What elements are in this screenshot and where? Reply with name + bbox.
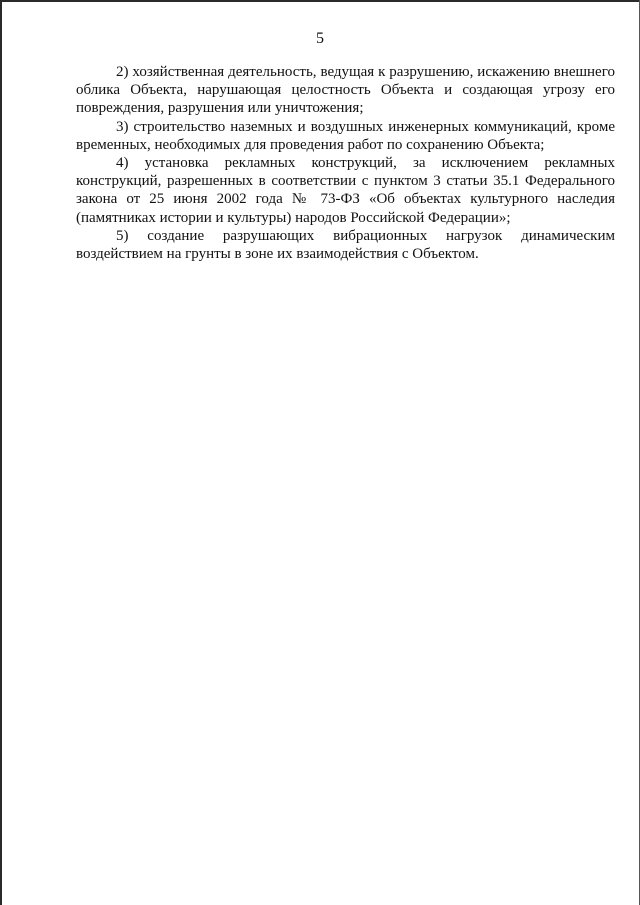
paragraph-item-2: 2) хозяйственная деятельность, ведущая к разрушению, искажению внешнего облика Объекта, нарушающая целостность Объекта и создающая угрозу его повреждения, разрушения или уничтожения;: [76, 64, 615, 117]
page-number: 5: [316, 30, 324, 47]
paragraph-item-4: 4) установка рекламных конструкций, за исключением рекламных конструкций, разрешенных в соответствии с пунктом 3 статьи 35.1 Федерального закона от 25 июня 2002 года № 73-ФЗ «Об объектах культурного наследия (памятниках истории и культуры) народов Российской Федерации»;: [76, 155, 615, 226]
document-body: [76, 63, 615, 263]
paragraph-item-3: 3) строительство наземных и воздушных инженерных коммуникаций, кроме временных, необходимых для проведения работ по сохранению Объекта;: [76, 118, 615, 153]
paragraph-item-5: 5) создание разрушающих вибрационных нагрузок динамическим воздействием на грунты в зоне их взаимодействия с Объектом.: [76, 227, 615, 263]
scan-edge-left: [0, 0, 2, 905]
scan-edge-top: [0, 0, 640, 2]
